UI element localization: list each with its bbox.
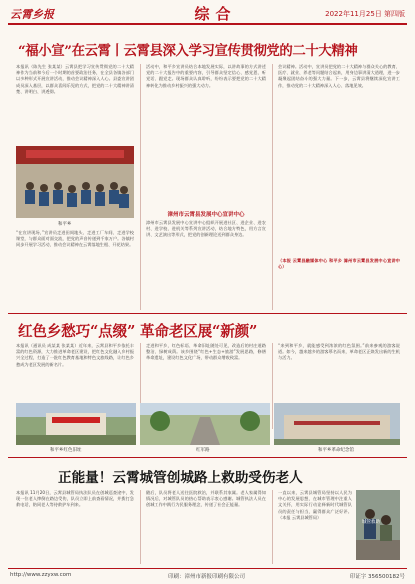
paper-name: 云霄乡报 [10,8,54,21]
story1-column-3: 会议精神。活动中，宣讲员把党的二十大精神与群众关心的教育、医疗、就业、养老等问题结合起来，用身边事讲清大道理，进一步凝聚起团结奋斗的强大力量。下一步，云霄县将继续深化宣讲工作，推动党的二十大精神深入人心、落地见效。 [278,64,400,88]
red-memorial-photo-icon [16,403,136,445]
story3-photo [356,490,400,560]
story1-column-2b: 漳州市云霄县发展中心宣讲中心组织开展进社区、进企业、进农村、进学校、进机关等系列宣讲活动，结合地方特色，用方言宣讲、文艺演出等形式，把党的创新理论送到群众身边。 [146,220,266,238]
story3-column-2: 随后，队员将老人送往医院救治，并联系其家属。老人家属得知情况后，对城管队员的热心帮助表示衷心感谢。城管执法人员在创城工作中践行为民服务理念，传递了社会正能量。 [146,490,266,508]
story1-column-2: 活动中，和平乡宣讲员结合本地发展实际，以讲故事的方式讲述党的二十大报告中的重要内容，引导群众坚定信心、感党恩、听党话、跟党走。现场群众认真聆听，纷纷表示要把党的二十大精神转化为推动乡村振兴的强大动力。 [146,64,266,88]
footer-url: http://www.zzyxw.com [10,572,72,578]
story2-column-3: “来到和平乡，就能感受到浓浓的红色氛围。”前来参观的游客说道。如今，越来越多的游客慕名而来，革命老区正焕发出新的生机与活力。 [278,343,400,361]
story2-photo-1 [16,403,136,445]
story1-byline: （本报 云霄县融媒体中心 和平乡 漳州市云霄县发展中心宣讲中心） [278,258,400,270]
story2-caption-2: 红军路 [196,448,210,453]
masthead [8,3,407,25]
story1-headline: “福小宣”在云霄丨云霄县深入学习宣传贯彻党的二十大精神 [18,43,358,59]
story2-photo-3 [274,403,400,445]
column-divider [140,490,141,564]
story1-column-1: 本报讯（陈先生 张某某）云霄县把学习宣传贯彻党的二十大精神作为当前和今后一个时期的首要政治任务，在全县各镇各部门以多种形式开展宣讲活动，推动会议精神深入人心。县委宣讲团成员深入基层，以群众喜闻乐见的方式，把党的二十大精神讲清楚、讲明白、讲透彻。 [16,64,134,94]
footer [8,568,407,581]
footer-phone: 印证字 356500182号 [349,574,405,580]
story2-photo-2 [140,403,270,445]
story1-photo-caption: 和平乡 [58,222,72,227]
issue-date: 2022年11月25日 第四版 [325,10,405,18]
story1-photo [16,146,134,218]
story2-caption-3: 和平乡革命纪念馆 [318,448,354,453]
column-divider [272,490,273,564]
story1-subhead: 漳州市云霄县发展中心宣讲中心 [167,212,245,218]
section-rule [8,457,407,458]
story2-headline: 红色乡愁巧“点缀” 革命老区展“新颜” [18,323,258,340]
story3-column-1: 本报讯 11月20日，云霄县城管局执法队员在创城巡查途中，发现一位老人摔倒在路边受伤，队员立即上前查看情况，并拨打急救电话，陪同老人等待救护车到来。 [16,490,134,508]
column-divider [140,64,141,310]
column-divider [272,64,273,310]
story2-caption-1: 和平乡红色旧址 [50,448,82,453]
story2-column-2: 走进和平乡，红色标语、革命旧址随处可见，改造后的村庄道路整洁、绿树成荫。该乡围绕“红色+生态+旅游”发展思路，修缮革命遗址，建设红色文化广场，带动群众增收致富。 [146,343,266,361]
rescue-photo-icon [356,490,400,560]
section-title: 综合 [194,5,237,23]
museum-photo-icon [274,403,400,445]
story1-column-1b: “在宣讲现场，”宣讲员走进田间地头、走进工厂车间、走进学校课堂，与群众面对面交流，把党的声音传递到千家万户。各镇村同步开展学习活动，推动会议精神在云霄落地生根、开花结果。 [16,230,134,248]
story2-column-1: 本报讯（通讯员 成某某 张某某）近年来，云霄县和平乡依托丰富的红色资源，大力推进革命老区建设，把红色文化融入乡村振兴全过程，打造了一批红色教育基地和特色文旅线路，让红色乡愁成为老区发展的新名片。 [16,343,134,367]
section-rule [8,313,407,314]
story3-photo-caption: 城管救助 [362,520,380,525]
road-photo-icon [140,403,270,445]
story3-headline: 正能量！云霄城管创城路上救助受伤老人 [58,470,303,486]
meeting-photo-icon [16,146,134,218]
footer-print: 印刷：漳州市新报印刷有限公司 [168,574,246,580]
story3-column-3: 一直以来，云霄县城管局坚持以人民为中心的发展思想，在城市管理中注重人文关怀，用实际行动诠释新时代城管队员的责任与担当，赢得群众广泛好评。（本报 云霄县城管局） [278,490,352,520]
column-divider [272,343,273,429]
